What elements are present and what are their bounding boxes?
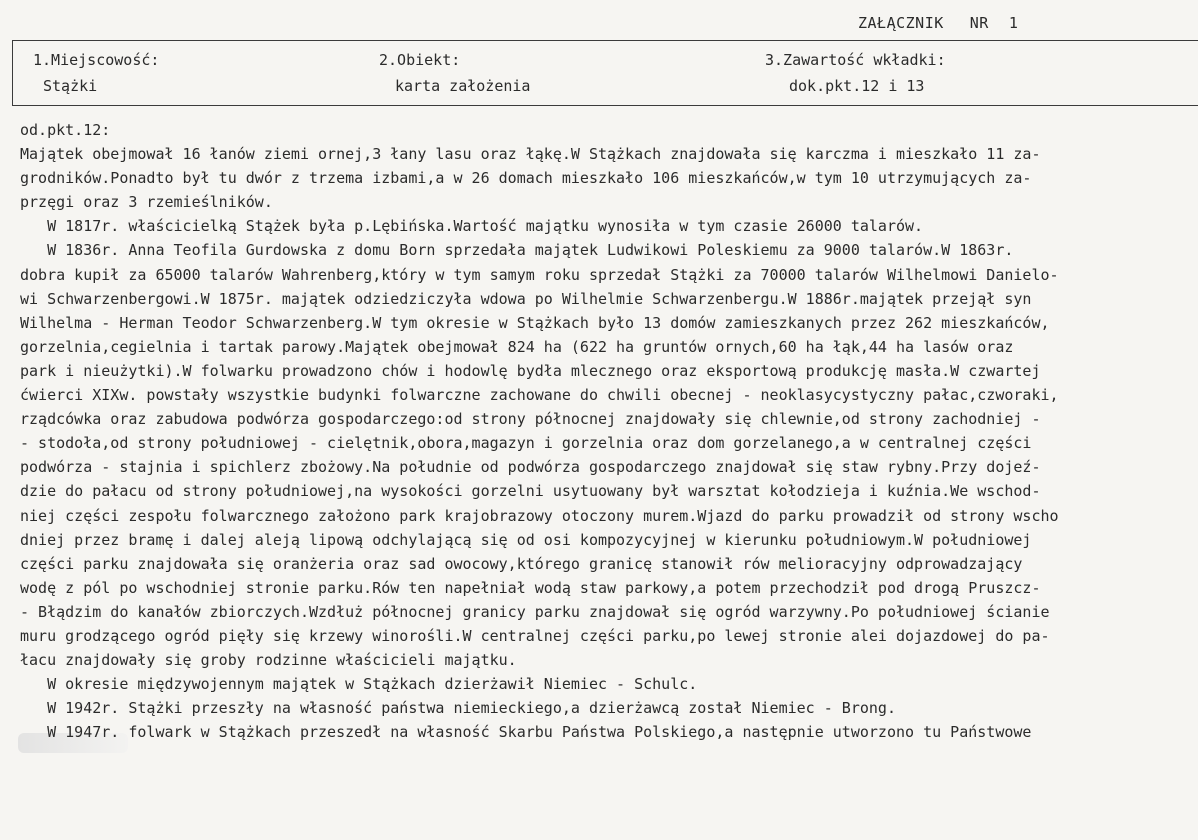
contents-label: 3.Zawartość wkładki: <box>765 51 946 69</box>
text-line: przęgi oraz 3 rzemieślników. <box>20 193 273 212</box>
text-line: podwórza - stajnia i spichlerz zbożowy.Na południe od podwórza gospodarczego znajdował się staw rybny.Przy dojeź- <box>20 458 1041 477</box>
text-line: dzie do pałacu od strony południowej,na wysokości gorzelni usytuowany był warsztat kołodzieja i kuźnia.We wschod- <box>20 482 1041 501</box>
text-line: W 1836r. Anna Teofila Gurdowska z domu Born sprzedała majątek Ludwikowi Poleskiemu za 9000 talarów.W 1863r. <box>20 241 1014 260</box>
attachment-label <box>858 14 1018 32</box>
header-field-locality <box>33 50 159 96</box>
text-line: gorzelnia,cegielnia i tartak parowy.Majątek obejmował 824 ha (622 ha gruntów ornych,60 ha łąk,44 ha lasów oraz <box>20 337 1014 356</box>
text-line: W okresie międzywojennym majątek w Stążkach dzierżawił Niemiec - Schulc. <box>20 675 698 694</box>
attachment-nr-label: NR <box>969 14 989 32</box>
text-line: wi Schwarzenbergowi.W 1875r. majątek odziedziczyła wdowa po Wilhelmie Schwarzenbergu.W 1886r.majątek przejął syn <box>20 289 1032 308</box>
text-line: wodę z pól po wschodniej stronie parku.Rów ten napełniał wodą staw parkowy,a potem przechodził pod drogą Pruszcz- <box>20 578 1041 597</box>
text-line: grodników.Ponadto był tu dwór z trzema izbami,a w 26 domach mieszkało 106 mieszkańców,w tym 10 utrzymujących za- <box>20 169 1032 188</box>
text-line: W 1817r. właścicielką Stążek była p.Lębińska.Wartość majątku wynosiła w tym czasie 26000 talarów. <box>20 217 924 236</box>
text-line: W 1947r. folwark w Stążkach przeszedł na własność Skarbu Państwa Polskiego,a następnie utworzono tu Państwowe <box>20 723 1032 742</box>
locality-value: Stążki <box>43 77 98 95</box>
text-line: od.pkt.12: <box>20 121 111 139</box>
attachment-title: ZAŁĄCZNIK <box>858 14 944 32</box>
text-line: - Błądzim do kanałów zbiorczych.Wzdłuż północnej granicy parku znajdował się ogród warzywny.Po południowej ścianie <box>20 602 1050 621</box>
text-line: rządcówka oraz zabudowa podwórza gospodarczego:od strony północnej znajdowały się chlewnie,od strony zachodniej - <box>20 410 1041 429</box>
text-line: niej części zespołu folwarcznego założono park krajobrazowy otoczony murem.Wjazd do parku prowadził od strony wscho <box>20 506 1059 525</box>
text-line: ćwierci XIXw. powstały wszystkie budynki folwarczne zachowane do chwili obecnej - neoklasycystyczny pałac,czworaki, <box>20 386 1059 405</box>
text-line: muru grodzącego ogród pięły się krzewy winorośli.W centralnej części parku,po lewej stronie alei dojazdowej do pa- <box>20 626 1050 645</box>
text-line: dobra kupił za 65000 talarów Wahrenberg,który w tym samym roku sprzedał Stążki za 70000 talarów Wilhelmowi Danielo- <box>20 265 1059 284</box>
header-field-contents <box>765 50 946 96</box>
header-field-object <box>379 50 530 96</box>
text-line: park i nieużytki).W folwarku prowadzono chów i hodowlę bydła mlecznego oraz eksportową produkcję masła.W czwartej <box>20 361 1041 380</box>
text-line: - stodoła,od strony południowej - cielętnik,obora,magazyn i gorzelnia oraz dom gorzelanego,a w centralnej części <box>20 434 1032 453</box>
text-line: W 1942r. Stążki przeszły na własność państwa niemieckiego,a dzierżawcą został Niemiec - Brong. <box>20 699 896 718</box>
document-body <box>20 118 1192 744</box>
header-box <box>12 40 1198 106</box>
text-line: dniej przez bramę i dalej aleją lipową odchylającą się od osi kompozycyjnej w kierunku południowym.W południowej <box>20 530 1032 549</box>
text-line: części parku znajdowała się oranżeria oraz sad owocowy,którego granicę stanowił rów melioracyjny odprowadzający <box>20 554 1023 573</box>
object-value: karta założenia <box>395 77 531 95</box>
text-line: Wilhelma - Herman Teodor Schwarzenberg.W tym okresie w Stążkach było 13 domów zamieszkanych przez 262 mieszkańców, <box>20 313 1050 332</box>
attachment-number: 1 <box>1008 14 1019 32</box>
object-label: 2.Obiekt: <box>379 51 461 69</box>
text-line: łacu znajdowały się groby rodzinne właścicieli majątku. <box>20 651 517 670</box>
contents-value: dok.pkt.12 i 13 <box>789 77 925 95</box>
locality-label: 1.Miejscowość: <box>33 51 160 69</box>
text-line: Majątek obejmował 16 łanów ziemi ornej,3 łany lasu oraz łąkę.W Stążkach znajdowała się karczma i mieszkało 11 za- <box>20 145 1041 164</box>
